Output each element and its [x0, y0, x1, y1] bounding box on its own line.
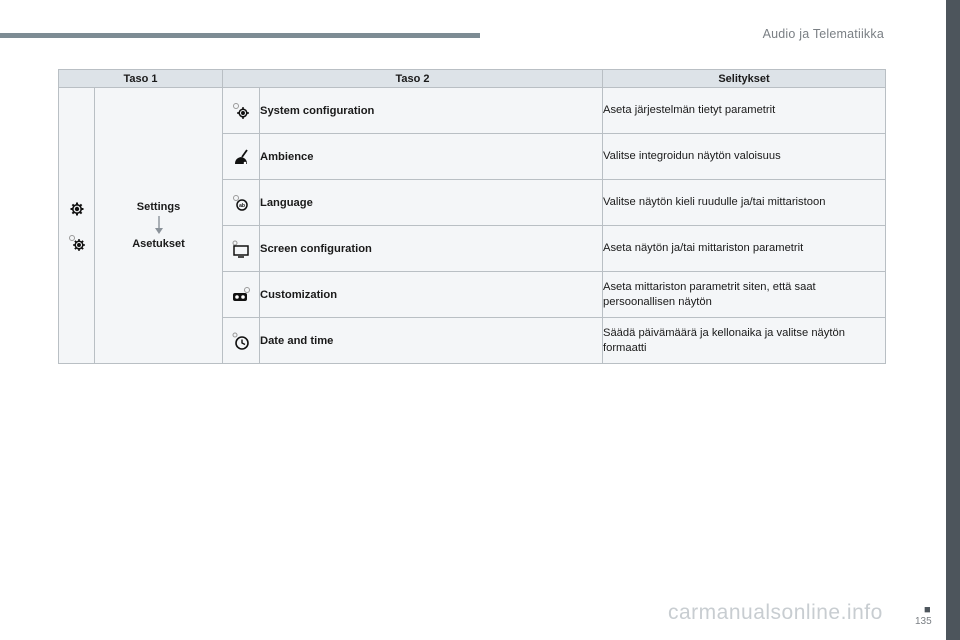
column-header-description: Selitykset: [603, 70, 886, 88]
date-time-icon: [231, 331, 251, 351]
settings-gears-icon: [67, 233, 87, 253]
header-accent-bar: [0, 33, 480, 38]
level2-icon-cell: [223, 318, 260, 364]
level2-icon-cell: [223, 134, 260, 180]
level1-icon-cell: [59, 88, 95, 364]
level2-label: System configuration: [260, 88, 603, 134]
system-configuration-icon: [231, 101, 251, 121]
description-cell: Aseta näytön ja/tai mittariston parametrit: [603, 226, 886, 272]
column-header-level1: Taso 1: [59, 70, 223, 88]
level2-icon-cell: [223, 226, 260, 272]
description-cell: Aseta mittariston parametrit siten, että saat persoonallisen näytön: [603, 272, 886, 318]
level2-label: Screen configuration: [260, 226, 603, 272]
level1-label-cell: [95, 88, 223, 364]
page-edge-bar: [946, 0, 960, 640]
column-header-level2: Taso 2: [223, 70, 603, 88]
level2-label: Customization: [260, 272, 603, 318]
watermark: carmanualsonline.info: [668, 601, 883, 624]
screen-configuration-icon: [231, 239, 251, 259]
level2-icon-cell: [223, 88, 260, 134]
footer-marker: ■: [924, 604, 931, 616]
description-cell: Valitse integroidun näytön valoisuus: [603, 134, 886, 180]
asetukset-label: Asetukset: [132, 238, 185, 250]
description-cell: Säädä päivämäärä ja kellonaika ja valitse näytön formaatti: [603, 318, 886, 364]
description-cell: Aseta järjestelmän tietyt parametrit: [603, 88, 886, 134]
description-cell: Valitse näytön kieli ruudulle ja/tai mittaristoon: [603, 180, 886, 226]
settings-table: [58, 69, 886, 364]
table-row: [59, 88, 886, 134]
level2-icon-cell: [223, 180, 260, 226]
level2-icon-cell: [223, 272, 260, 318]
settings-gear-icon: [67, 199, 87, 219]
level2-label: Date and time: [260, 318, 603, 364]
arrow-down-icon: [149, 215, 169, 235]
settings-label: Settings: [136, 201, 181, 213]
table-header-row: [59, 70, 886, 88]
svg-text:ab: ab: [239, 202, 245, 209]
language-icon: [231, 193, 251, 213]
section-title: Audio ja Telematiikka: [762, 27, 884, 41]
ambience-icon: [231, 147, 251, 167]
level2-label: Ambience: [260, 134, 603, 180]
level2-label: Language: [260, 180, 603, 226]
customization-icon: [231, 285, 251, 305]
page-number: 135: [915, 616, 932, 627]
